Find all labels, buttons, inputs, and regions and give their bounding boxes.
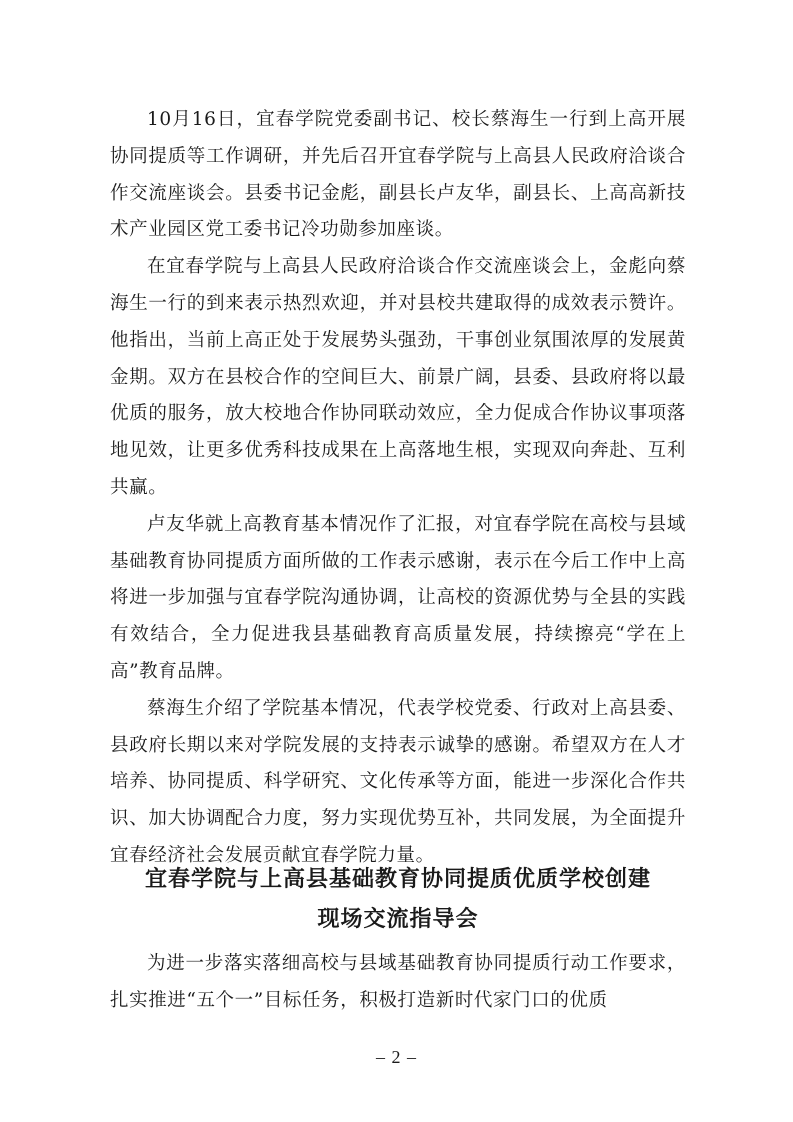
paragraph-4: 蔡海生介绍了学院基本情况，代表学校党委、行政对上高县委、县政府长期以来对学院发展的支持表示诚挚的感谢。希望双方在人才培养、协同提质、科学研究、文化传承等方面，能进一步深化合作共识、加大协调配合力度，努力实现优势互补，共同发展，为全面提升宜春经济社会发展贡献宜春学院力量。	[110, 697, 686, 866]
paragraph-2: 在宜春学院与上高县人民政府洽谈合作交流座谈会上，金彪向蔡海生一行的到来表示热烈欢迎，并对县校共建取得的成效表示赞许。他指出，当前上高正处于发展势头强劲，干事创业氛围浓厚的发展黄金期。双方在县校合作的空间巨大、前景广阔，县委、县政府将以最优质的服务，放大校地合作协同联动效应，全力促成合作协议事项落地见效，让更多优秀科技成果在上高落地生根，实现双向奔赴、互利共赢。	[110, 256, 686, 498]
section-heading-line-2: 现场交流指导会	[317, 907, 479, 932]
paragraph-3: 卢友华就上高教育基本情况作了汇报，对宜春学院在高校与县域基础教育协同提质方面所做的工作表示感谢，表示在今后工作中上高将进一步加强与宜春学院沟通协调，让高校的资源优势与全县的实践有效结合，全力促进我县基础教育高质量发展，持续擦亮“学在上高”教育品牌。	[110, 513, 686, 682]
section-body	[110, 946, 686, 1020]
page-number: – 2 –	[376, 1047, 417, 1067]
paragraph-1: 10月16日，宜春学院党委副书记、校长蔡海生一行到上高开展协同提质等工作调研，并先后召开宜春学院与上高县人民政府洽谈合作交流座谈会。县委书记金彪，副县长卢友华，副县长、上高高新技术产业园区党工委书记冷功勋参加座谈。	[110, 109, 686, 241]
section-heading-line-1: 宜春学院与上高县基础教育协同提质优质学校创建	[144, 867, 651, 892]
article-body	[110, 102, 686, 875]
section-heading	[110, 860, 686, 940]
section-paragraph: 为进一步落实落细高校与县域基础教育协同提质行动工作要求，扎实推进“五个一”目标任务，积极打造新时代家门口的优质	[110, 953, 686, 1011]
